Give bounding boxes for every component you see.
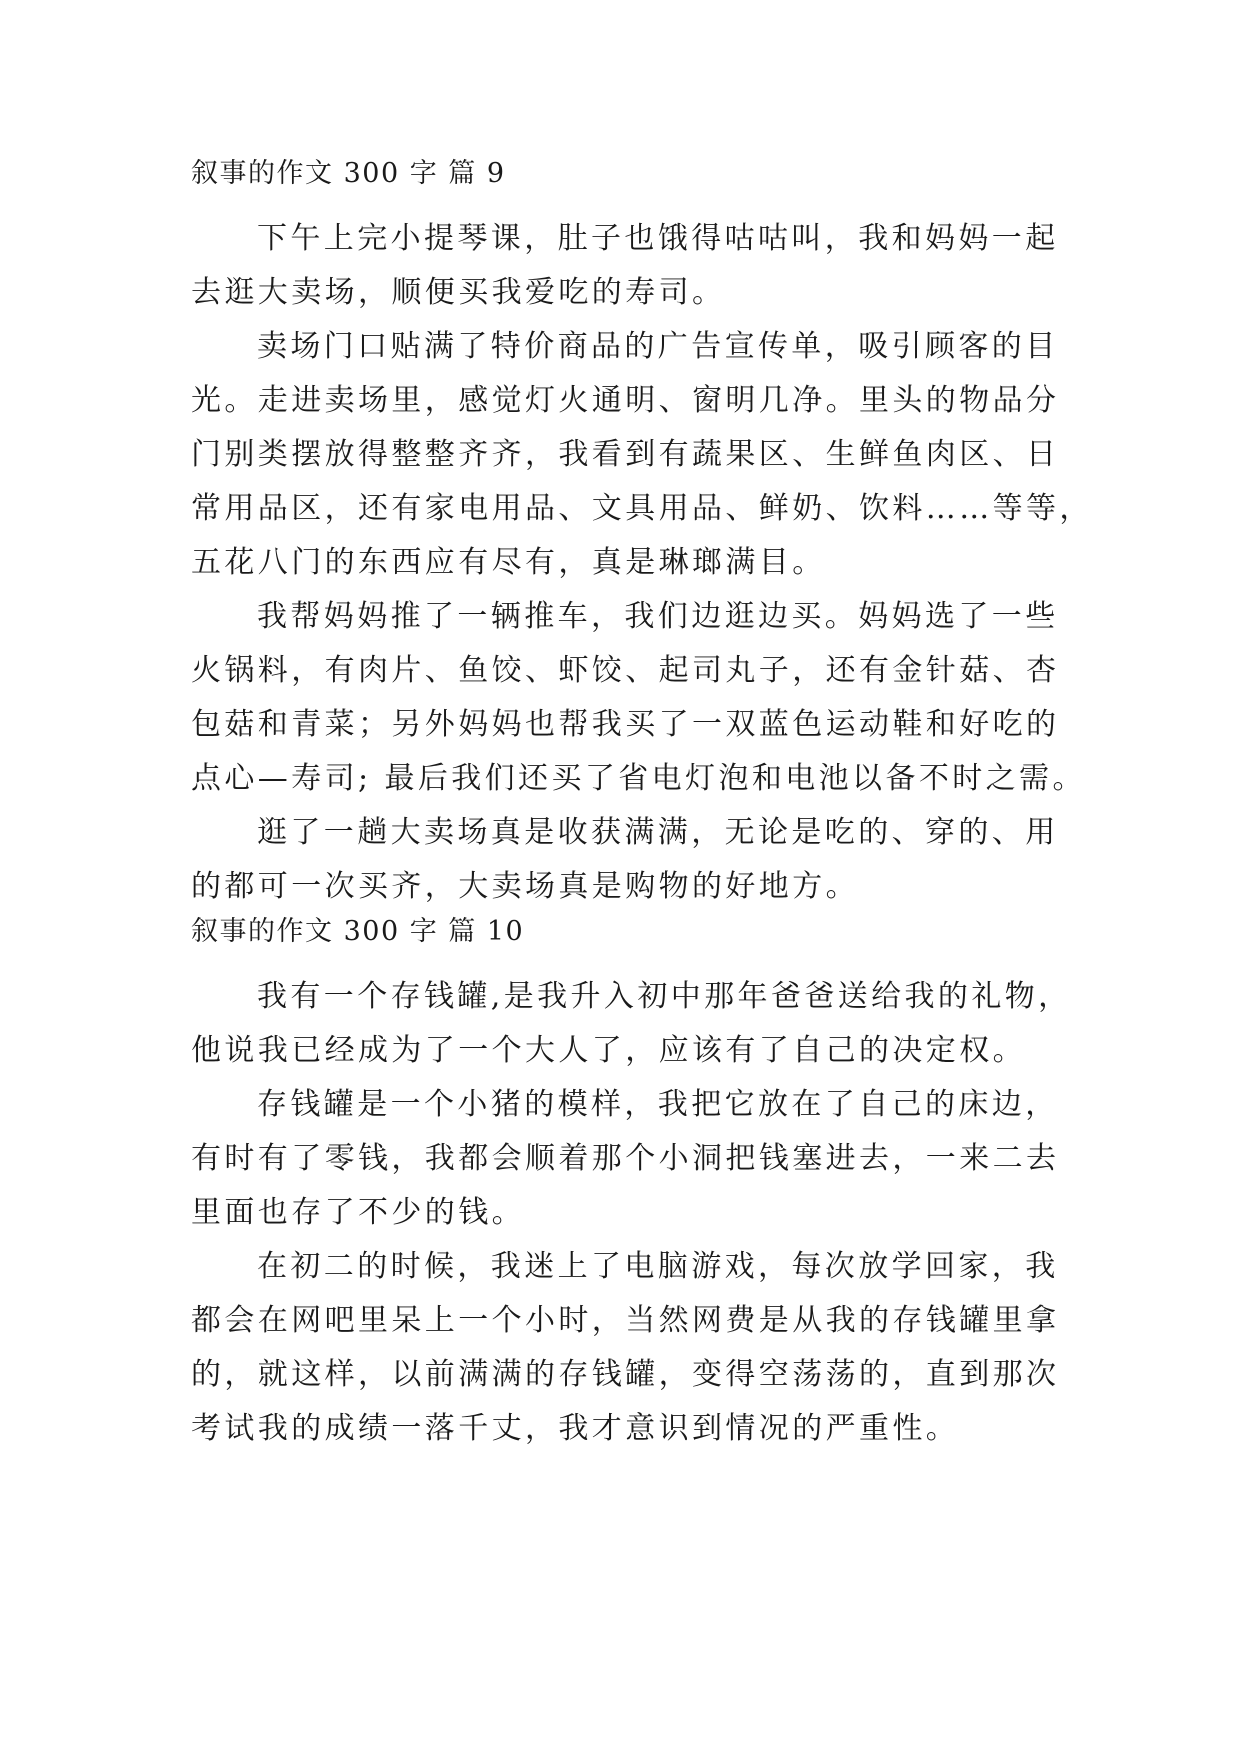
- text-line: 存钱罐是一个小猪的模样，我把它放在了自己的床边，: [257, 1087, 1059, 1122]
- essay-section-9: [191, 158, 1093, 914]
- text-line: 我帮妈妈推了一辆推车，我们边逛边买。妈妈选了一些: [257, 599, 1059, 634]
- paragraph: [191, 320, 1093, 590]
- text-line: 里面也存了不少的钱。: [191, 1195, 525, 1230]
- paragraph: [191, 1078, 1061, 1240]
- paragraph: [191, 212, 1061, 320]
- text-line: 的都可一次买齐，大卖场真是购物的好地方。: [191, 869, 859, 904]
- text-line: 门别类摆放得整整齐齐，我看到有蔬果区、生鲜鱼肉区、日: [191, 437, 1060, 472]
- text-line: 包菇和青菜；另外妈妈也帮我买了一双蓝色运动鞋和好吃的: [191, 707, 1060, 742]
- text-line: 去逛大卖场，顺便买我爱吃的寿司。: [191, 275, 726, 310]
- text-line: 在初二的时候，我迷上了电脑游戏，每次放学回家，我: [257, 1249, 1059, 1284]
- paragraph: [191, 590, 1086, 806]
- text-line: 光。走进卖场里，感觉灯火通明、窗明几净。里头的物品分: [191, 383, 1060, 418]
- paragraph: [191, 970, 1072, 1078]
- text-line: 点心—寿司; 最后我们还买了省电灯泡和电池以备不时之需。: [191, 761, 1086, 796]
- section-heading: 叙事的作文 300 字 篇 10: [191, 916, 525, 947]
- text-line: 有时有了零钱，我都会顺着那个小洞把钱塞进去，一来二去: [191, 1141, 1060, 1176]
- paragraph: [191, 1240, 1061, 1456]
- essay-section-10: [191, 916, 1072, 1456]
- section-heading: 叙事的作文 300 字 篇 9: [191, 158, 506, 189]
- document-page: [191, 158, 1093, 1456]
- text-line: 的，就这样，以前满满的存钱罐，变得空荡荡的，直到那次: [191, 1357, 1060, 1392]
- text-line: 下午上完小提琴课，肚子也饿得咕咕叫，我和妈妈一起: [257, 221, 1059, 256]
- text-line: 常用品区，还有家电用品、文具用品、鲜奶、饮料……等等，: [191, 491, 1093, 526]
- text-line: 他说我已经成为了一个大人了，应该有了自己的决定权。: [191, 1033, 1026, 1068]
- paragraph: [191, 806, 1061, 914]
- text-line: 五花八门的东西应有尽有，真是琳瑯满目。: [191, 545, 826, 580]
- text-line: 我有一个存钱罐,是我升入初中那年爸爸送给我的礼物，: [257, 979, 1072, 1014]
- text-line: 逛了一趟大卖场真是收获满满，无论是吃的、穿的、用: [257, 815, 1059, 850]
- text-line: 火锅料，有肉片、鱼饺、虾饺、起司丸子，还有金针菇、杏: [191, 653, 1060, 688]
- text-line: 考试我的成绩一落千丈，我才意识到情况的严重性。: [191, 1411, 960, 1446]
- text-line: 都会在网吧里呆上一个小时，当然网费是从我的存钱罐里拿: [191, 1303, 1060, 1338]
- text-line: 卖场门口贴满了特价商品的广告宣传单，吸引顾客的目: [257, 329, 1059, 364]
